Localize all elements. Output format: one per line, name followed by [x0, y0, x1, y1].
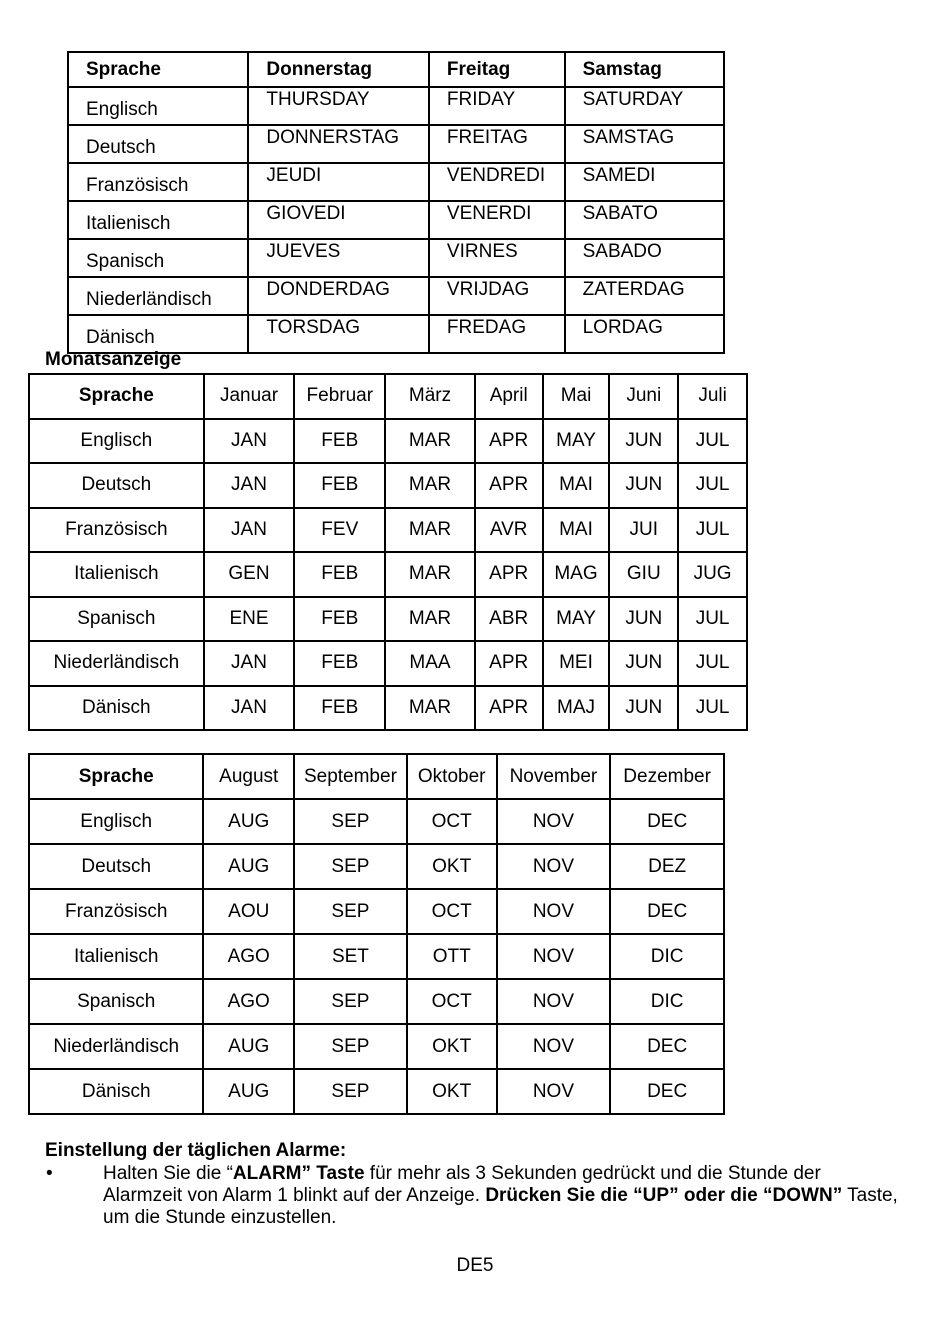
text-segment: ” Taste [301, 1163, 365, 1184]
table-row [29, 419, 747, 464]
abbreviation-cell: AGO [203, 979, 294, 1024]
header-oktober: Oktober [407, 754, 497, 799]
abbreviation-cell: OCT [407, 979, 497, 1024]
abbreviation-cell: JAN [204, 508, 295, 553]
abbreviation-cell: OKT [407, 1024, 497, 1069]
abbreviation-cell: OCT [407, 889, 497, 934]
page-number: DE5 [456, 1255, 494, 1276]
language-cell: Spanisch [68, 239, 248, 277]
abbreviation-cell: MAR [385, 552, 475, 597]
language-cell: Französisch [29, 508, 204, 553]
abbreviation-cell: JUG [678, 552, 747, 597]
abbreviation-cell: MAJ [543, 686, 610, 731]
abbreviation-cell: JUL [678, 419, 747, 464]
header-april: April [475, 374, 543, 419]
abbreviation-cell: JUI [609, 508, 678, 553]
language-cell: Englisch [29, 419, 204, 464]
abbreviation-cell: AUG [203, 844, 294, 889]
language-cell: Dänisch [29, 1069, 203, 1114]
table-row [29, 1069, 724, 1114]
abbreviation-cell: JUN [609, 686, 678, 731]
abbreviation-cell: ENE [204, 597, 295, 642]
abbreviation-cell: SEP [294, 1069, 407, 1114]
abbreviation-cell: MAR [385, 686, 475, 731]
abbreviation-cell: SET [294, 934, 407, 979]
month-names-table-jan-jul [28, 373, 748, 731]
abbreviation-cell: FEB [294, 597, 385, 642]
header-dezember: Dezember [610, 754, 724, 799]
abbreviation-cell: APR [475, 419, 543, 464]
table-row [29, 508, 747, 553]
abbreviation-cell: NOV [497, 1024, 611, 1069]
text-segment: ” [832, 1185, 843, 1206]
abbreviation-cell: GIU [609, 552, 678, 597]
language-cell: Deutsch [29, 463, 204, 508]
table-row [68, 239, 724, 277]
alarm-settings-heading: Einstellung der täglichen Alarme: [45, 1140, 347, 1161]
header-september: September [294, 754, 407, 799]
abbreviation-cell: DEC [610, 1069, 724, 1114]
language-cell: Dänisch [29, 686, 204, 731]
abbreviation-cell: SATURDAY [565, 87, 724, 125]
down-key-label: DOWN [772, 1185, 833, 1206]
abbreviation-cell: JUL [678, 686, 747, 731]
abbreviation-cell: JAN [204, 641, 295, 686]
language-cell: Niederländisch [29, 1024, 203, 1069]
table-row [68, 277, 724, 315]
language-cell: Französisch [29, 889, 203, 934]
abbreviation-cell: MAR [385, 419, 475, 464]
abbreviation-cell: JUL [678, 641, 747, 686]
text-segment: für mehr als 3 Sekunden gedrückt und die Stunde der Alarmzeit von Alarm 1 blinkt auf der Anzeige. [103, 1163, 821, 1206]
header-august: August [203, 754, 294, 799]
abbreviation-cell: JAN [204, 463, 295, 508]
abbreviation-cell: THURSDAY [248, 87, 429, 125]
abbreviation-cell: DIC [610, 934, 724, 979]
language-cell: Dänisch [68, 315, 248, 353]
text-segment: Taste, um die Stunde einzustellen. [103, 1185, 898, 1228]
abbreviation-cell: OTT [407, 934, 497, 979]
abbreviation-cell: DEC [610, 889, 724, 934]
header-sprache: Sprache [29, 754, 203, 799]
text-segment: Drücken Sie die “ [485, 1185, 643, 1206]
abbreviation-cell: APR [475, 463, 543, 508]
table-row [29, 844, 724, 889]
up-key-label: UP [642, 1185, 670, 1206]
alarm-instruction-paragraph [103, 1163, 903, 1229]
table-header-row [29, 374, 747, 419]
abbreviation-cell: NOV [497, 979, 611, 1024]
language-cell: Deutsch [29, 844, 203, 889]
table-row [29, 934, 724, 979]
text-segment: ” oder die “ [669, 1185, 773, 1206]
abbreviation-cell: JEUDI [248, 163, 429, 201]
abbreviation-cell: SABADO [565, 239, 724, 277]
abbreviation-cell: MEI [543, 641, 610, 686]
abbreviation-cell: APR [475, 552, 543, 597]
abbreviation-cell: MAY [543, 597, 610, 642]
table-row [29, 552, 747, 597]
abbreviation-cell: LORDAG [565, 315, 724, 353]
abbreviation-cell: FEB [294, 552, 385, 597]
abbreviation-cell: FEB [294, 419, 385, 464]
language-cell: Englisch [29, 799, 203, 844]
text-segment: Halten Sie die “ [103, 1163, 233, 1184]
table-row [29, 686, 747, 731]
abbreviation-cell: SAMEDI [565, 163, 724, 201]
abbreviation-cell: AGO [203, 934, 294, 979]
abbreviation-cell: NOV [497, 889, 611, 934]
abbreviation-cell: VENDREDI [429, 163, 565, 201]
abbreviation-cell: JUL [678, 597, 747, 642]
abbreviation-cell: FRIDAY [429, 87, 565, 125]
abbreviation-cell: MAA [385, 641, 475, 686]
header-november: November [497, 754, 611, 799]
table-row [68, 125, 724, 163]
abbreviation-cell: JUN [609, 597, 678, 642]
abbreviation-cell: SEP [294, 799, 407, 844]
header-juni: Juni [609, 374, 678, 419]
header-februar: Februar [294, 374, 385, 419]
abbreviation-cell: FREDAG [429, 315, 565, 353]
abbreviation-cell: JUN [609, 463, 678, 508]
abbreviation-cell: SEP [294, 889, 407, 934]
abbreviation-cell: SEP [294, 844, 407, 889]
abbreviation-cell: AOU [203, 889, 294, 934]
abbreviation-cell: MAR [385, 508, 475, 553]
abbreviation-cell: OKT [407, 1069, 497, 1114]
abbreviation-cell: NOV [497, 844, 611, 889]
table-row [29, 979, 724, 1024]
abbreviation-cell: SABATO [565, 201, 724, 239]
abbreviation-cell: MAY [543, 419, 610, 464]
abbreviation-cell: JAN [204, 686, 295, 731]
abbreviation-cell: DIC [610, 979, 724, 1024]
table-header-row [29, 754, 724, 799]
header-freitag: Freitag [429, 52, 565, 87]
language-cell: Spanisch [29, 979, 203, 1024]
abbreviation-cell: MAI [543, 463, 610, 508]
language-cell: Italienisch [29, 552, 204, 597]
header-januar: Januar [204, 374, 295, 419]
abbreviation-cell: JUN [609, 419, 678, 464]
language-cell: Spanisch [29, 597, 204, 642]
abbreviation-cell: OKT [407, 844, 497, 889]
abbreviation-cell: ABR [475, 597, 543, 642]
abbreviation-cell: VENERDI [429, 201, 565, 239]
abbreviation-cell: FEB [294, 686, 385, 731]
abbreviation-cell: DEC [610, 799, 724, 844]
header-sprache: Sprache [29, 374, 204, 419]
abbreviation-cell: JUL [678, 463, 747, 508]
header-juli: Juli [678, 374, 747, 419]
table-row [29, 641, 747, 686]
abbreviation-cell: FEB [294, 641, 385, 686]
month-names-table-aug-dec [28, 753, 725, 1115]
table-row [68, 315, 724, 353]
abbreviation-cell: NOV [497, 934, 611, 979]
abbreviation-cell: MAR [385, 463, 475, 508]
abbreviation-cell: VRIJDAG [429, 277, 565, 315]
language-cell: Englisch [68, 87, 248, 125]
alarm-key-label: ALARM [232, 1163, 302, 1184]
table-row [68, 201, 724, 239]
table-row [29, 889, 724, 934]
abbreviation-cell: AVR [475, 508, 543, 553]
abbreviation-cell: JAN [204, 419, 295, 464]
abbreviation-cell: JUN [609, 641, 678, 686]
table-row [68, 87, 724, 125]
table-row [29, 1024, 724, 1069]
abbreviation-cell: GEN [204, 552, 295, 597]
header-maerz: März [385, 374, 475, 419]
header-samstag: Samstag [565, 52, 724, 87]
abbreviation-cell: FEB [294, 463, 385, 508]
abbreviation-cell: ZATERDAG [565, 277, 724, 315]
abbreviation-cell: OCT [407, 799, 497, 844]
abbreviation-cell: FREITAG [429, 125, 565, 163]
language-cell: Französisch [68, 163, 248, 201]
abbreviation-cell: MAI [543, 508, 610, 553]
table-row [68, 163, 724, 201]
abbreviation-cell: NOV [497, 799, 611, 844]
abbreviation-cell: MAR [385, 597, 475, 642]
abbreviation-cell: APR [475, 641, 543, 686]
abbreviation-cell: SEP [294, 979, 407, 1024]
header-mai: Mai [543, 374, 610, 419]
abbreviation-cell: APR [475, 686, 543, 731]
abbreviation-cell: NOV [497, 1069, 611, 1114]
table-row [29, 597, 747, 642]
language-cell: Italienisch [68, 201, 248, 239]
abbreviation-cell: DONDERDAG [248, 277, 429, 315]
abbreviation-cell: SAMSTAG [565, 125, 724, 163]
abbreviation-cell: DEZ [610, 844, 724, 889]
abbreviation-cell: JUL [678, 508, 747, 553]
abbreviation-cell: AUG [203, 799, 294, 844]
language-cell: Niederländisch [68, 277, 248, 315]
header-sprache: Sprache [68, 52, 248, 87]
abbreviation-cell: AUG [203, 1024, 294, 1069]
table-row [29, 799, 724, 844]
abbreviation-cell: SEP [294, 1024, 407, 1069]
abbreviation-cell: GIOVEDI [248, 201, 429, 239]
table-header-row [68, 52, 724, 87]
abbreviation-cell: DONNERSTAG [248, 125, 429, 163]
language-cell: Italienisch [29, 934, 203, 979]
abbreviation-cell: MAG [543, 552, 610, 597]
abbreviation-cell: TORSDAG [248, 315, 429, 353]
abbreviation-cell: JUEVES [248, 239, 429, 277]
language-cell: Niederländisch [29, 641, 204, 686]
table-row [29, 463, 747, 508]
bullet-point: • [46, 1163, 53, 1184]
abbreviation-cell: DEC [610, 1024, 724, 1069]
abbreviation-cell: FEV [294, 508, 385, 553]
month-display-heading: Monatsanzeige [45, 349, 182, 370]
abbreviation-cell: AUG [203, 1069, 294, 1114]
weekday-names-table [67, 51, 725, 354]
language-cell: Deutsch [68, 125, 248, 163]
header-donnerstag: Donnerstag [248, 52, 429, 87]
abbreviation-cell: VIRNES [429, 239, 565, 277]
